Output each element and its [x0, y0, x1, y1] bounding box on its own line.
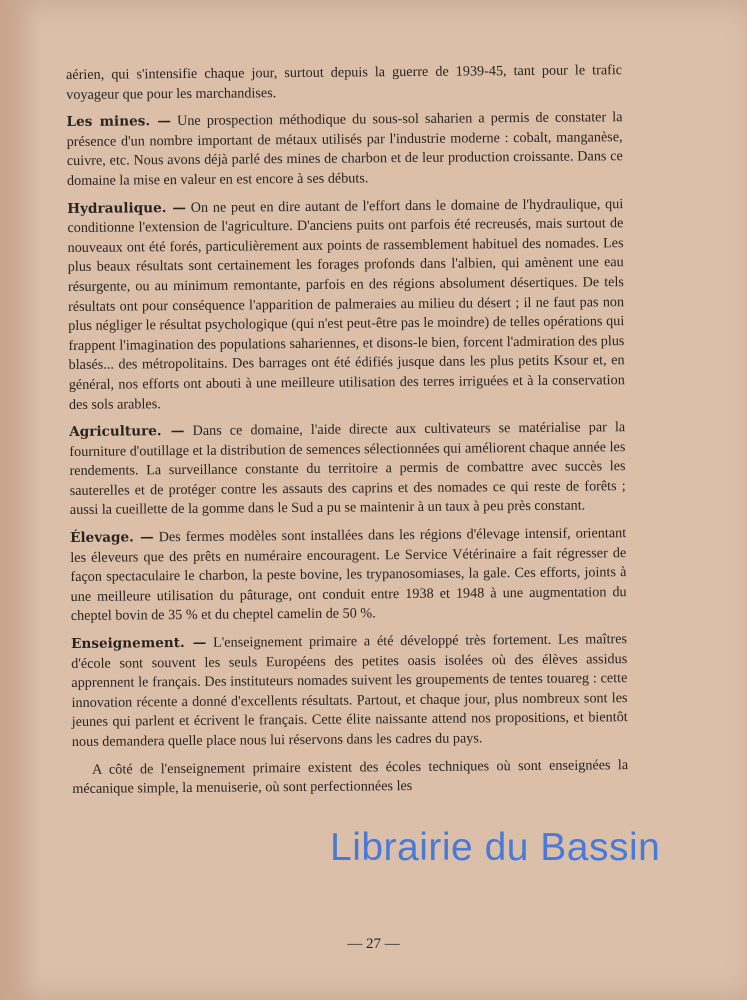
- page-number: — 27 —: [347, 936, 400, 952]
- watermark-text: Librairie du Bassin: [330, 826, 661, 869]
- section-hydraulique: [67, 195, 625, 415]
- section-body: Dans ce domaine, l'aide directe aux cultivateurs se matérialise par la fourniture d'outillage et la distribution de semences sélectionnées qui améliorent chaque année les rendements. La surveillance constante du territoire a permis de combattre avec succès les sauterelles et de protéger contre les assauts des caprins et des nomades ce qui reste de forêts ; aussi la cueillette de la gomme dans le Sud a pu se maintenir à un taux à peu près constant.: [69, 419, 626, 519]
- section-heading: Agriculture. —: [69, 423, 185, 441]
- section-heading: Élevage. —: [70, 529, 154, 547]
- section-body: Une prospection méthodique du sous-sol saharien a permis de constater la présence d'un nombre important de métaux utilisés par l'industrie moderne : cobalt, manganèse, cuivre, etc. Nous avons déjà parlé des mines de charbon et de leur production croissante. Dans ce domaine la mise en valeur en est encore à ses débuts.: [66, 109, 623, 189]
- section-elevage: [70, 524, 627, 627]
- section-body: On ne peut en dire autant de l'effort dans le domaine de l'hydraulique, qui conditionne l'extension de l'agriculture. D'anciens puits ont parfois été recreusés, mais surtout de nouveaux ont été forés, particulièrement aux points de rassemblement habituel des nomades. Les plus beaux résultats sont certainement les forages profonds dans l'albien, qui amènent une eau résurgente, ou au minimum remontante, parfois en des régions absolument désertiques. De tels résultats ont pour conséquence l'apparition de palmeraies au milieu du désert ; il ne faut pas non plus négliger le résultat psychologique (qui n'est peut-être pas le moindre) de telles opérations qui frappent l'imagination des populations sahariennes, et disons-le bien, forcent l'admiration des plus blasés... des métropolitains. Des barrages ont été édifiés jusque dans les plus petits Ksour et, en général, nos efforts ont abouti à une meilleure utilisation des terres irriguées et à la conservation des sols arables.: [67, 195, 625, 413]
- section-heading: Enseignement. —: [70, 634, 207, 653]
- section-heading: Les mines. —: [66, 113, 172, 131]
- page-spine-shadow: [0, 0, 40, 1000]
- page-text: [66, 61, 628, 808]
- closing-paragraph: A côté de l'enseignement primaire existent des écoles techniques où sont enseignées la mécanique simple, la menuiserie, où sont perfectionnées les: [72, 756, 629, 798]
- intro-paragraph: aérien, qui s'intensifie chaque jour, surtout depuis la guerre de 1939-45, tant pour le trafic voyageur que pour les marchandises.: [66, 62, 623, 103]
- section-body: L'enseignement primaire a été développé très fortement. Les maîtres d'école sont souvent les seuls Européens des petites oasis isolées où des élèves assidus apprennent le français. Des instituteurs nomades suivent les groupements de tentes touareg : cette innovation récente a donné d'excellents résultats. Partout, et chaque jour, plus nombreux sont les jeunes qui parlent et écrivent le français. Cette élite naissante attend nos propositions, et bientôt nous demandera quelle place nous lui réservons dans les cadres du pays.: [71, 631, 628, 750]
- section-enseignement: [71, 630, 628, 752]
- section-heading: Hydraulique. —: [67, 199, 187, 217]
- section-agriculture: [69, 418, 626, 521]
- section-mines: [66, 108, 623, 191]
- section-body: Des fermes modèles sont installées dans les régions d'élevage intensif, orientant les éleveurs que des prêts en numéraire encouragent. Le Service Vétérinaire a fait régresser de façon spectaculaire le charbon, la peste bovine, les trypanosomiases, la gale. Ces efforts, joints à une meilleure utilisation du pâturage, ont conduit entre 1938 et 1948 à une augmentation du cheptel bovin de 35 % et du cheptel camelin de 50 %.: [70, 525, 627, 625]
